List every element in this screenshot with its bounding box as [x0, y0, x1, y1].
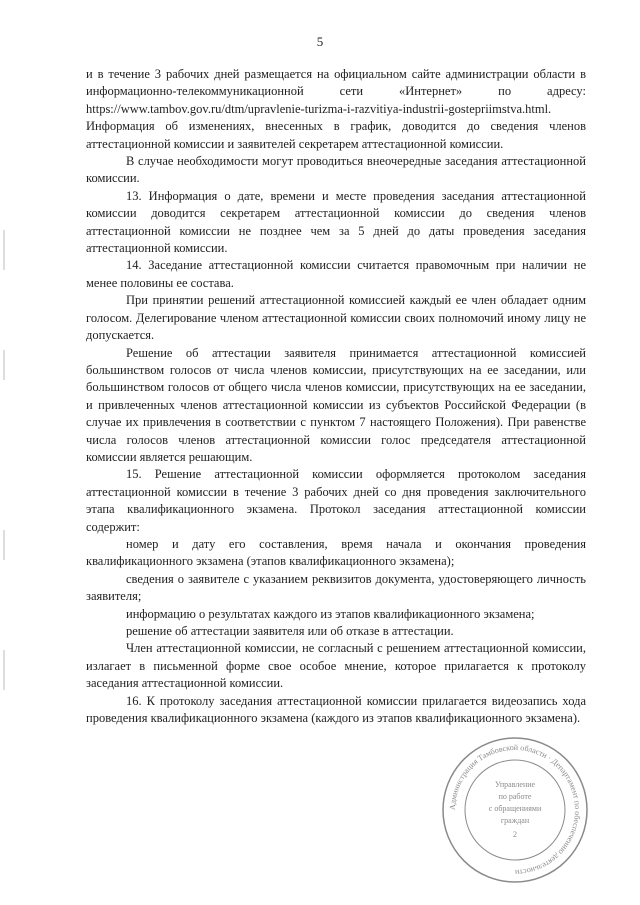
seal-line-2: по работе	[498, 792, 532, 801]
paragraph-2: В случае необходимости могут проводиться внеочередные заседания аттестационной комиссии.	[86, 154, 586, 186]
scan-margin-marks	[2, 230, 6, 690]
paragraph-8: номер и дату его составления, время начала и окончания проведения квалификационного экзамена (этапов квалификационного экзамена);	[86, 536, 586, 569]
paragraph-13: 16. К протоколу заседания аттестационной комиссии прилагается видеозапись хода проведения квалификационного экзамена (каждого из этапов квалификационного экзамена).	[86, 693, 586, 726]
paragraph-5: При принятии решений аттестационной комиссией каждый ее член обладает одним голосом. Делегирование членом аттестационной комиссии своих полномочий иному лицу не допускается.	[86, 293, 586, 343]
seal-line-4: граждан	[500, 816, 530, 825]
seal-line-1: Управление	[494, 780, 536, 789]
paragraph-12: Член аттестационной комиссии, не согласный с решением аттестационной комиссии, излагает в письменной форме свое особое мнение, которое прилагается к протоколу заседания аттестационной комиссии.	[86, 641, 586, 691]
paragraph-10: информацию о результатах каждого из этапов квалификационного экзамена;	[126, 606, 535, 621]
seal-line-3: с обращениями	[488, 804, 542, 813]
page-number: 5	[316, 34, 324, 49]
paragraph-3: 13. Информация о дате, времени и месте проведения заседания аттестационной комиссии доводится секретарем аттестационной комиссии до сведения членов аттестационной комиссии не позднее чем за 5 дней до даты проведения заседания аттестационной комиссии.	[86, 188, 586, 256]
paragraph-1: и в течение 3 рабочих дней размещается на официальном сайте администрации области в информационно-телекоммуникационной сети «Интернет» по адресу: https://www.tambov.gov.ru/dtm/upravlenie-turizma-i-razvitiya-industrii-gostepriimstva.html. Информация об изменениях, внесенных в график, доводится до сведения членов аттестационной комиссии и заявителей секретарем аттестационной комиссии.	[86, 67, 586, 151]
paragraph-7: 15. Решение аттестационной комиссии оформляется протоколом заседания аттестационной комиссии в течение 3 рабочих дней со дня проведения заключительного этапа квалификационного экзамена. Протокол заседания аттестационной комиссии содержит:	[86, 467, 586, 534]
paragraph-4: 14. Заседание аттестационной комиссии считается правомочным при наличии не менее половины ее состава.	[86, 258, 586, 290]
official-seal	[440, 735, 590, 885]
paragraph-11: решение об аттестации заявителя или об отказе в аттестации.	[126, 624, 454, 638]
document-body	[86, 66, 586, 727]
paragraph-6: Решение об аттестации заявителя принимается аттестационной комиссией большинством голосов от числа членов комиссии, присутствующих на ее заседании, или большинством голосов от общего числа членов комиссии, присутствующих на ее заседании, и привлеченных членов аттестационной комиссии из субъектов Российской Федерации (в случае их привлечения в соответствии с пунктом 7 настоящего Положения). При равенстве числа голосов членов аттестационной комиссии голос председателя аттестационной комиссии является решающим.	[86, 345, 586, 464]
seal-ring-text: Администрация Тамбовской области · Департамент по обеспечению деятельности	[447, 742, 583, 878]
seal-line-5: 2	[513, 830, 517, 839]
paragraph-9: сведения о заявителе с указанием реквизитов документа, удостоверяющего личность заявителя;	[86, 571, 586, 604]
